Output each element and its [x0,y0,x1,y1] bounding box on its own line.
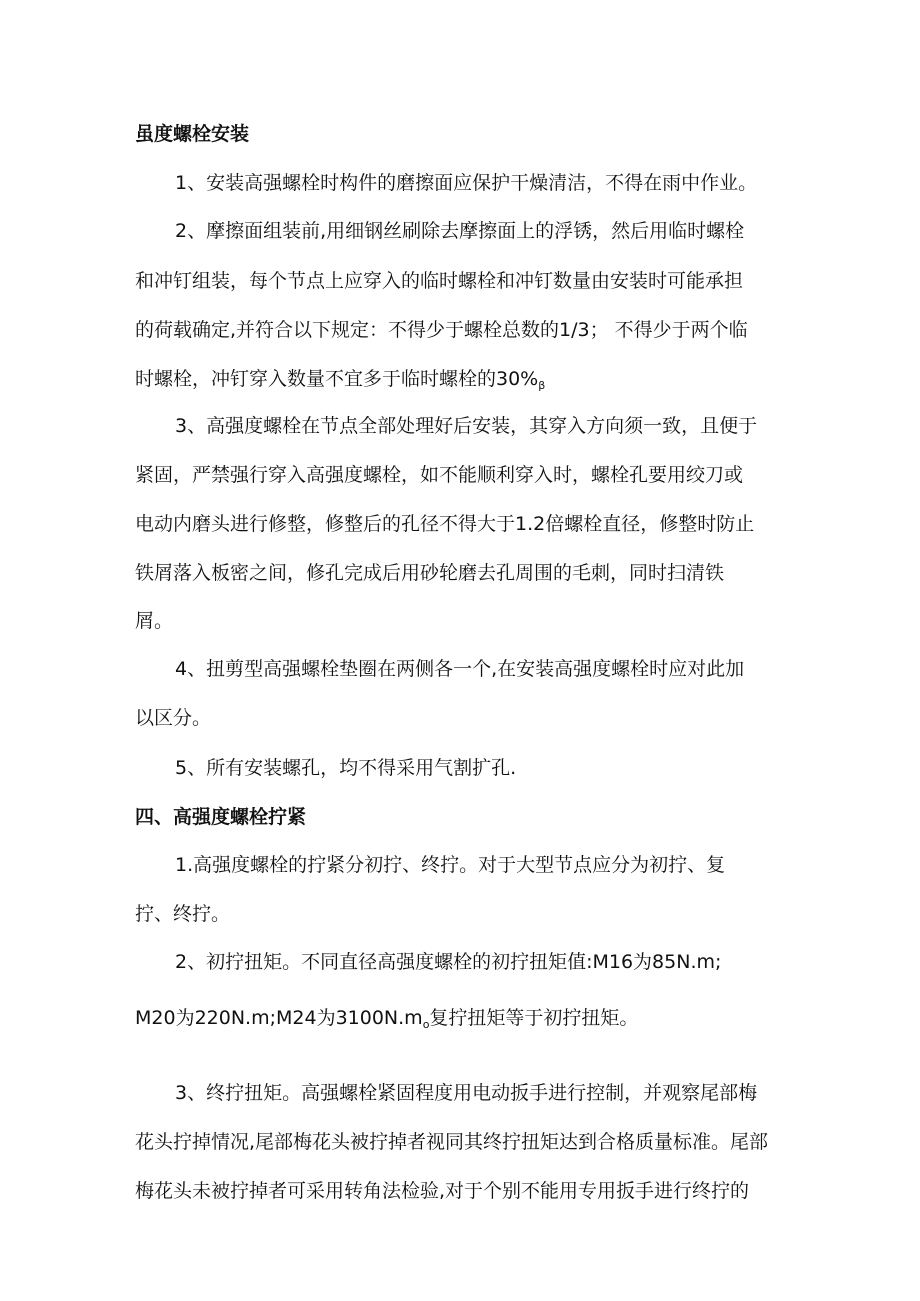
paragraph-2-line-3: 的荷载确定,并符合以下规定：不得少于螺栓总数的1/3； 不得少于两个临 [135,319,748,341]
tightening-paragraph-3-line-2: 花头拧掉情况,尾部梅花头被拧掉者视同其终拧扭矩达到合格质量标准。尾部 [135,1131,769,1153]
paragraph-4-line-2: 以区分。 [135,707,212,729]
tightening-paragraph-2-line-2-tail: 复拧扭矩等于初拧扭矩。 [429,1007,639,1029]
tightening-paragraph-3-line-3: 梅花头未被拧掉者可采用转角法检验,对于个别不能用专用扳手进行终拧的 [135,1180,750,1202]
paragraph-1-line-1: 1、安装高强螺栓时构件的磨擦面应保护干燥清洁，不得在雨中作业。 [175,172,758,194]
section-heading-tightening: 四、高强度螺栓拧紧 [135,806,307,828]
paragraph-4-line-1: 4、扭剪型高强螺栓垫圈在两侧各一个,在安装高强度螺栓时应对此加 [175,658,745,680]
paragraph-2-line-4 [135,366,800,399]
paragraph-2-trailing-mark: β [538,379,546,392]
paragraph-3-line-2: 紧固，严禁强行穿入高强度螺栓，如不能顺利穿入时，螺栓孔要用绞刀或 [135,464,744,486]
tightening-paragraph-3-line-1: 3、终拧扭矩。高强螺栓紧固程度用电动扳手进行控制，并观察尾部梅 [175,1082,758,1104]
paragraph-2-line-4-text: 时螺栓，冲钉穿入数量不宜多于临时螺栓的30% [135,368,539,390]
tightening-paragraph-2-line-2-text: M20为220N.m;M24为3100N.m [135,1007,423,1029]
section-heading-bolt-install: 虽度螺栓安装 [135,123,250,145]
tightening-paragraph-1-line-2: 拧、终拧。 [135,903,231,925]
paragraph-3-line-3: 电动内磨头进行修整，修整后的孔径不得大于1.2倍螺栓直径，修整时防止 [135,513,755,535]
tightening-paragraph-2-line-1: 2、初拧扭矩。不同直径高强度螺栓的初拧扭矩值:M16为85N.m; [175,951,722,973]
paragraph-2-line-2: 和冲钉组装，每个节点上应穿入的临时螺栓和冲钉数量由安装时可能承担 [135,270,744,292]
tightening-paragraph-1-line-1: 1.高强度螺栓的拧紧分初拧、终拧。对于大型节点应分为初拧、复 [175,854,726,876]
tightening-paragraph-2-subscript-mark: o [422,1018,430,1031]
paragraph-5-line-1: 5、所有安装螺孔，均不得采用气割扩孔. [175,757,517,779]
paragraph-3-line-4: 铁屑落入板密之间，修孔完成后用砂轮磨去孔周围的毛刺，同时扫清铁 [135,562,725,584]
paragraph-2-line-1: 2、摩擦面组装前,用细钢丝刷除去摩擦面上的浮锈，然后用临时螺栓 [175,220,745,242]
tightening-paragraph-2-line-2 [135,1005,800,1038]
paragraph-3-line-5: 屑。 [135,610,174,632]
paragraph-3-line-1: 3、高强度螺栓在节点全部处理好后安装，其穿入方向须一致，且便于 [175,415,758,437]
